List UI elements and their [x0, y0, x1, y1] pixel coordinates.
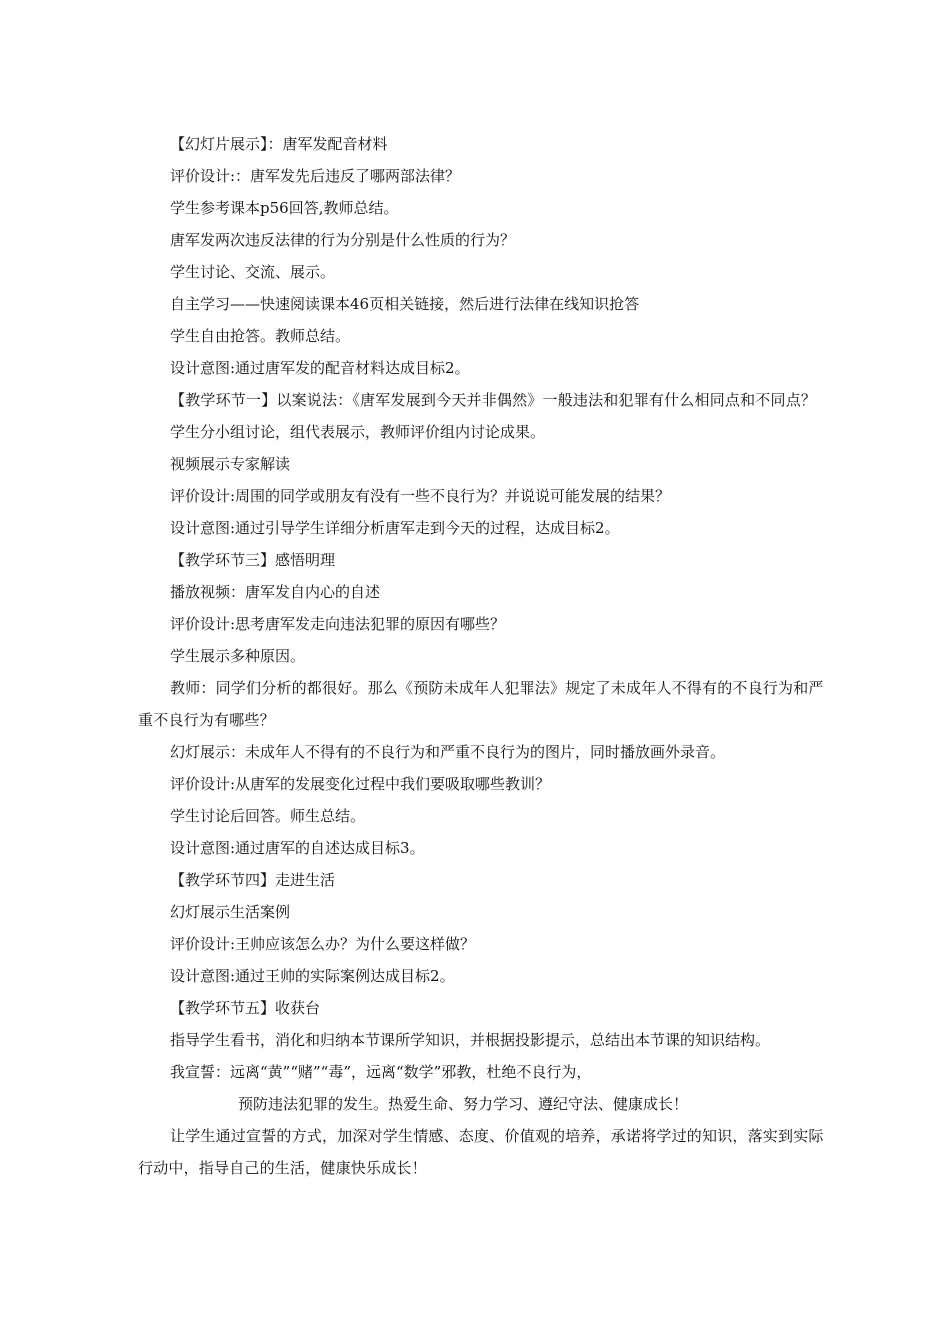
video-display: 视频展示专家解读 — [170, 455, 291, 473]
student-activity: 学生讨论、交流、展示。 — [170, 263, 336, 281]
closing-paragraph: 让学生通过宣誓的方式，加深对学生情感、态度、价值观的培养，承诺将学过的知识，落实到实际行动中，指导自己的生活，健康快乐成长！ — [138, 1127, 824, 1177]
section-heading-five: 【教学环节五】收获台 — [170, 999, 321, 1017]
oath-line-two: 预防违法犯罪的发生。热爱生命、努力学习、遵纪守法、健康成长！ — [238, 1095, 689, 1113]
section-heading-one: 【教学环节一】以案说法：《唐军发展到今天并非偶然》一般违法和犯罪有什么相同点和不同点？ — [170, 391, 817, 409]
evaluation-design: 评价设计:从唐军的发展变化过程中我们要吸取哪些教训？ — [170, 775, 551, 793]
oath-line-one: 我宣誓：远离“黄”“赌”“毒”，远离“数学”邪教，杜绝不良行为， — [170, 1063, 592, 1081]
student-activity: 学生展示多种原因。 — [170, 647, 306, 665]
design-intent: 设计意图:通过唐军发的配音材料达成目标2。 — [170, 359, 470, 377]
teacher-remark: 教师：同学们分析的都很好。那么《预防未成年人犯罪法》规定了未成年人不得有的不良行为和严重不良行为有哪些？ — [138, 679, 824, 729]
slide-display: 幻灯展示生活案例 — [170, 903, 291, 921]
design-intent: 设计意图:通过王帅的实际案例达成目标2。 — [170, 967, 455, 985]
document-body — [138, 128, 838, 1184]
student-activity: 学生分小组讨论，组代表展示，教师评价组内讨论成果。 — [170, 423, 546, 441]
student-activity: 学生讨论后回答。师生总结。 — [170, 807, 366, 825]
discussion-question: 唐军发两次违反法律的行为分别是什么性质的行为？ — [170, 231, 516, 249]
evaluation-design: 评价设计:思考唐军发走向违法犯罪的原因有哪些？ — [170, 615, 506, 633]
student-activity: 学生参考课本p56回答,教师总结。 — [170, 199, 399, 217]
student-activity: 学生自由抢答。教师总结。 — [170, 327, 351, 345]
slide-display-heading: 【幻灯片展示】：唐军发配音材料 — [170, 135, 388, 153]
guidance-text: 指导学生看书，消化和归纳本节课所学知识，并根据投影提示，总结出本节课的知识结构。 — [170, 1031, 771, 1049]
design-intent: 设计意图:通过唐军的自述达成目标3。 — [170, 839, 425, 857]
section-heading-four: 【教学环节四】走进生活 — [170, 871, 336, 889]
evaluation-design: 评价设计:王帅应该怎么办？为什么要这样做？ — [170, 935, 476, 953]
self-study: 自主学习——快速阅读课本46页相关链接，然后进行法律在线知识抢答 — [170, 295, 640, 313]
evaluation-design: 评价设计:周围的同学或朋友有没有一些不良行为？并说说可能发展的结果？ — [170, 487, 671, 505]
video-play: 播放视频：唐军发自内心的自述 — [170, 583, 381, 601]
design-intent: 设计意图:通过引导学生详细分析唐军走到今天的过程，达成目标2。 — [170, 519, 620, 537]
slide-display: 幻灯展示：未成年人不得有的不良行为和严重不良行为的图片，同时播放画外录音。 — [170, 743, 726, 761]
evaluation-design: 评价设计:：唐军发先后违反了哪两部法律？ — [170, 167, 461, 185]
section-heading-three: 【教学环节三】感悟明理 — [170, 551, 336, 569]
